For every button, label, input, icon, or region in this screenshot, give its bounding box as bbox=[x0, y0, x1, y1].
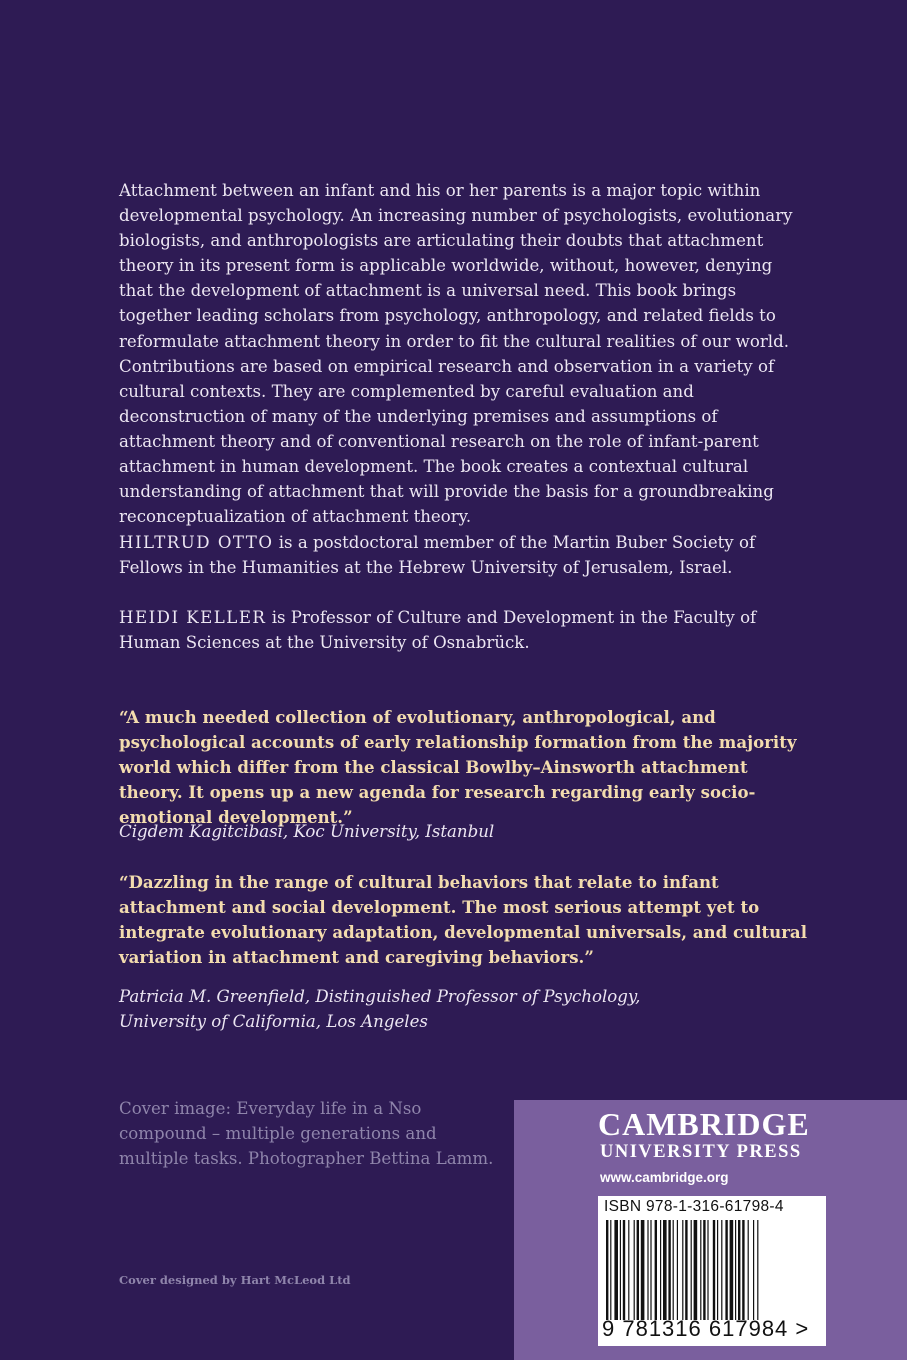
cover-designer-credit: Cover designed by Hart McLeod Ltd bbox=[119, 1273, 351, 1287]
barcode-bar bbox=[713, 1220, 715, 1320]
editor-bio-text: is a postdoctoral member of the Martin Buber Society of Fellows in the Humanities at the Hebrew University of Jerusalem, Israel. bbox=[119, 533, 756, 578]
barcode-bar bbox=[663, 1220, 667, 1320]
barcode-bar bbox=[668, 1220, 670, 1320]
barcode-bar bbox=[694, 1220, 698, 1320]
barcode-bar bbox=[682, 1220, 683, 1320]
publisher-logo-press: UNIVERSITY PRESS bbox=[600, 1142, 802, 1162]
editor-name: HEIDI KELLER bbox=[119, 608, 267, 627]
barcode-bar bbox=[735, 1220, 736, 1320]
barcode-bar bbox=[634, 1220, 635, 1320]
barcode-bar bbox=[691, 1220, 692, 1320]
barcode-bar bbox=[614, 1220, 618, 1320]
barcode-bar bbox=[738, 1220, 740, 1320]
publisher-url: www.cambridge.org bbox=[600, 1170, 729, 1185]
barcode-bar bbox=[757, 1220, 758, 1320]
endorsement-quote: “Dazzling in the range of cultural behaviors that relate to infant attachment and social development. The most serious attempt yet to integrate evolutionary adaptation, developmental universals, and cultural variation in attachment and caregiving behaviors.” bbox=[119, 872, 807, 967]
barcode-bar bbox=[660, 1220, 661, 1320]
barcode-bar bbox=[685, 1220, 687, 1320]
endorsement-quote: “A much needed collection of evolutionary, anthropological, and psychological accounts of early relationship formation from the majority world which differ from the classical Bowlby–Ainsworth attachment theory. It opens up a new agenda for research regarding early socio-emotional development.” bbox=[119, 707, 797, 827]
isbn-label: ISBN 978-1-316-61798-4 bbox=[604, 1198, 784, 1215]
barcode-bar bbox=[721, 1220, 722, 1320]
attribution-line: Patricia M. Greenfield, Distinguished Professor of Psychology, bbox=[119, 987, 641, 1006]
barcode-digits: 9 781316 617984 > bbox=[602, 1316, 810, 1341]
barcode-bar bbox=[610, 1220, 611, 1320]
barcode-bar bbox=[620, 1220, 621, 1320]
book-blurb: Attachment between an infant and his or her parents is a major topic within developmental psychology. An increasing number of psychologists, evolutionary biologists, and anthropologists are articulating their doubts that attachment theory in its present form is applicable worldwide, without, however, denying that the development of attachment is a universal need. This book brings together leading scholars from psychology, anthropology, and related fields to reformulate attachment theory in order to fit the cultural realities of our world. Contributions are based on empirical research and observation in a variety of cultural contexts. They are complemented by careful evaluation and deconstruction of many of the underlying premises and assumptions of attachment theory and of conventional research on the role of infant-parent attachment in human development. The book creates a contextual cultural understanding of attachment that will provide the basis for a groundbreaking reconceptualization of attachment theory. bbox=[119, 181, 793, 527]
editor-bio-otto bbox=[119, 530, 809, 580]
barcode-bar bbox=[730, 1220, 734, 1320]
editor-name: HILTRUD OTTO bbox=[119, 533, 274, 552]
barcode-bar bbox=[725, 1220, 727, 1320]
barcode-bar bbox=[742, 1220, 744, 1320]
endorsement-attribution bbox=[119, 984, 809, 1034]
barcode-bar bbox=[717, 1220, 718, 1320]
barcode-bars bbox=[604, 1220, 820, 1320]
barcode-bar bbox=[628, 1220, 629, 1320]
publisher-logo-name: CAMBRIDGE bbox=[598, 1106, 810, 1142]
barcode-bar bbox=[606, 1220, 608, 1320]
endorsement-attribution bbox=[119, 819, 809, 844]
barcode bbox=[598, 1196, 826, 1346]
barcode-bar bbox=[703, 1220, 705, 1320]
barcode-bar bbox=[641, 1220, 645, 1320]
barcode-bar bbox=[700, 1220, 701, 1320]
barcode-bar bbox=[748, 1220, 749, 1320]
attribution-line: Cigdem Kagitcibasi, Koc University, Istanbul bbox=[119, 822, 495, 841]
barcode-bar bbox=[623, 1220, 625, 1320]
barcode-bar bbox=[673, 1220, 674, 1320]
editor-bio-keller bbox=[119, 605, 809, 655]
editor-bio-text: is Professor of Culture and Development in the Faculty of Human Sciences at the University of Osnabrück. bbox=[119, 608, 757, 653]
barcode-bar bbox=[650, 1220, 651, 1320]
barcode-bar bbox=[753, 1220, 754, 1320]
barcode-bar bbox=[655, 1220, 657, 1320]
barcode-bar bbox=[637, 1220, 639, 1320]
attribution-line: University of California, Los Angeles bbox=[119, 1012, 428, 1031]
cover-image-credit: Cover image: Everyday life in a Nso compound – multiple generations and multiple tasks. Photographer Bettina Lamm. bbox=[119, 1099, 494, 1168]
barcode-bar bbox=[647, 1220, 648, 1320]
publisher-panel bbox=[514, 1100, 907, 1360]
barcode-bar bbox=[677, 1220, 678, 1320]
barcode-bar bbox=[707, 1220, 708, 1320]
